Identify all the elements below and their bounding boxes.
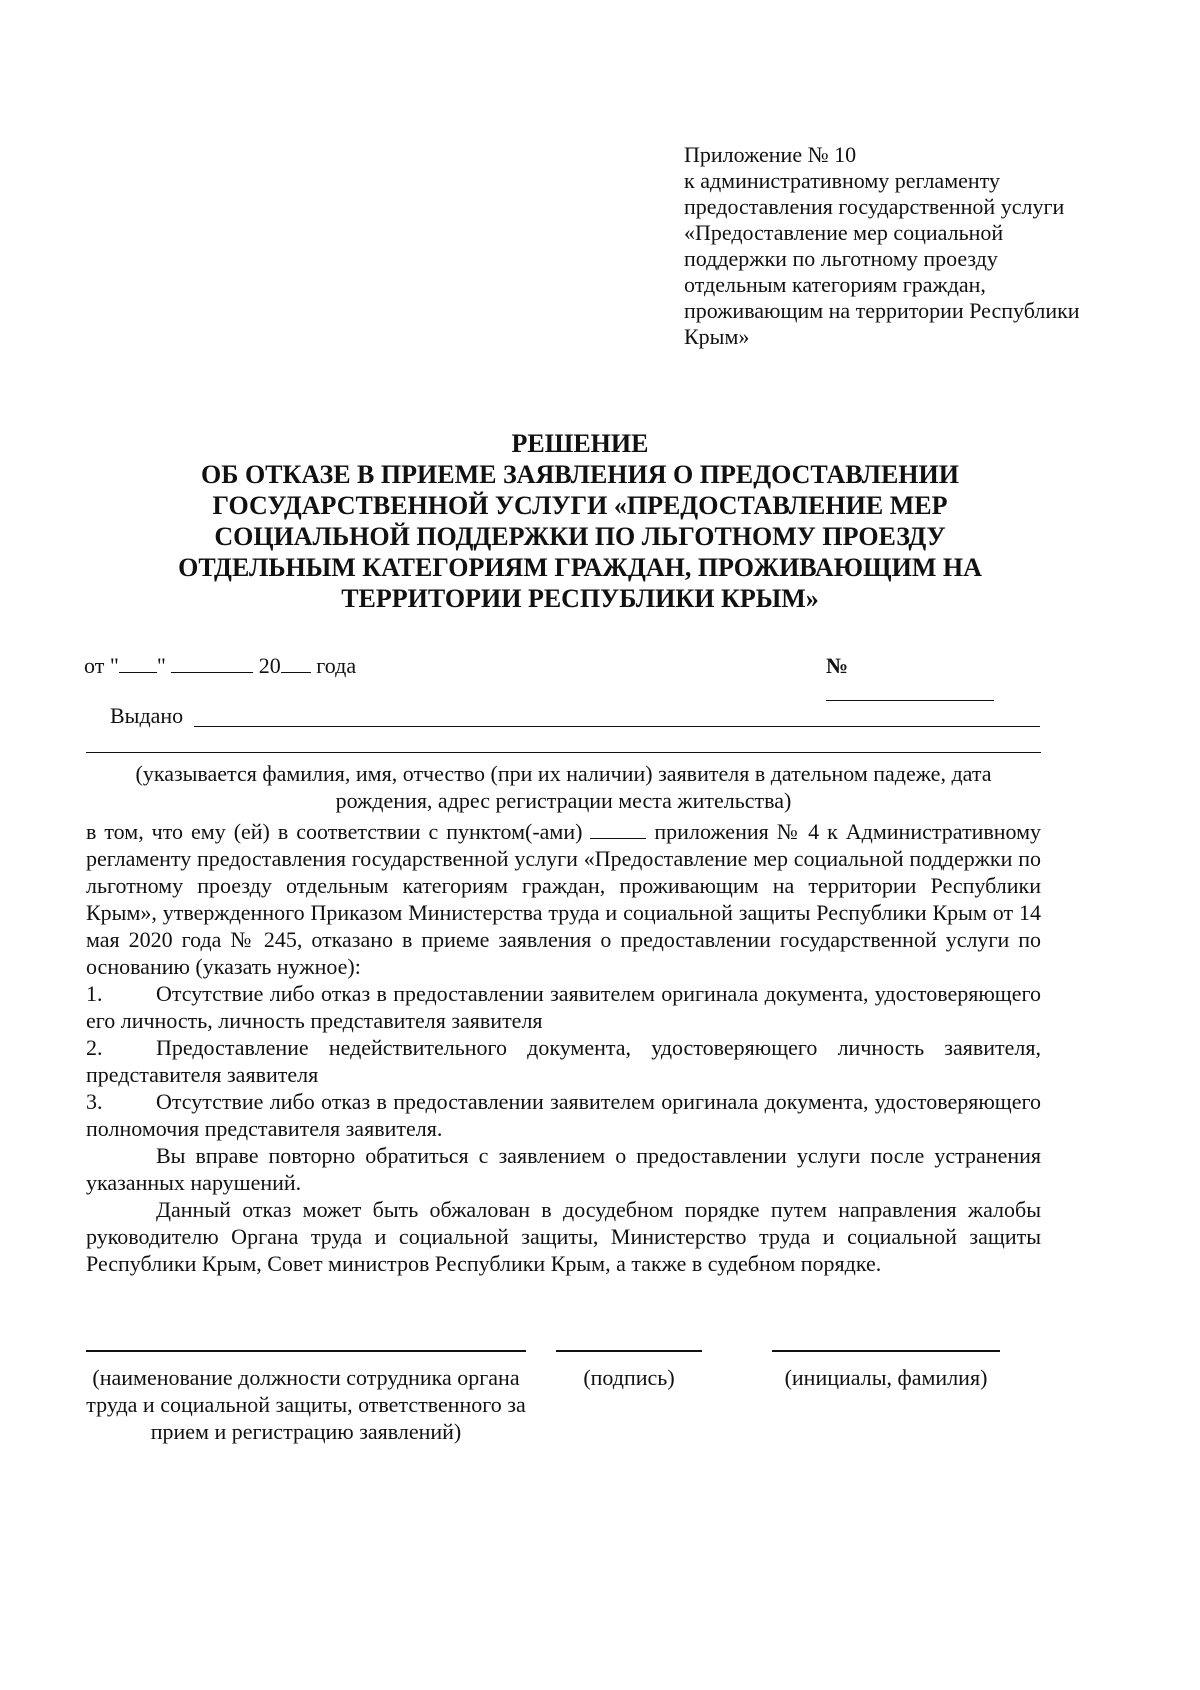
document-title <box>80 428 1080 614</box>
day-blank[interactable] <box>119 652 157 673</box>
number-label: № <box>826 653 849 678</box>
reason-number: 3. <box>86 1089 103 1114</box>
signature-block: (подпись) <box>556 1350 702 1391</box>
number-blank[interactable] <box>826 680 994 701</box>
title-line: ОТДЕЛЬНЫМ КАТЕГОРИЯМ ГРАЖДАН, ПРОЖИВАЮЩИМ НА <box>178 553 982 582</box>
annex-line: Приложение № 10 <box>684 142 857 167</box>
annex-line: предоставления государственной услуги <box>684 194 1065 219</box>
number-field <box>826 652 1004 708</box>
date-from-label: от " <box>84 653 119 678</box>
month-blank[interactable] <box>171 652 253 673</box>
year-blank[interactable] <box>281 652 311 673</box>
date-quote: " <box>156 653 166 678</box>
reapply-paragraph: Вы вправе повторно обратиться с заявлением о предоставлении услуги после устранения указанных нарушений. <box>86 1143 1041 1195</box>
paragraph-number-blank[interactable] <box>590 820 646 839</box>
title-line: ОБ ОТКАЗЕ В ПРИЕМЕ ЗАЯВЛЕНИЯ О ПРЕДОСТАВЛЕНИИ <box>201 460 959 489</box>
year-suffix: года <box>316 653 357 678</box>
reason-item <box>86 980 1041 1034</box>
annex-line: Крым» <box>684 324 750 349</box>
reason-text: Предоставление недействительного документа, удостоверяющего личность заявителя, представителя заявителя <box>86 1035 1041 1087</box>
reason-text: Отсутствие либо отказ в предоставлении заявителем оригинала документа, удостоверяющего его личность, личность представителя заявителя <box>86 981 1041 1033</box>
annex-line: отдельным категориям граждан, <box>684 272 986 297</box>
decision-body <box>86 818 1041 1277</box>
reason-item <box>86 1034 1041 1088</box>
title-line: РЕШЕНИЕ <box>511 429 649 458</box>
name-signature-block: (инициалы, фамилия) <box>772 1350 1000 1391</box>
title-line: ГОСУДАРСТВЕННОЙ УСЛУГИ «ПРЕДОСТАВЛЕНИЕ МЕР <box>212 491 948 520</box>
annex-line: поддержки по льготному проезду <box>684 246 998 271</box>
position-signature-block: (наименование должности сотрудника органа труда и социальной защиты, ответственного за прием и регистрацию заявлений) <box>86 1350 526 1445</box>
intro-paragraph <box>86 818 1041 980</box>
annex-header <box>684 142 1154 350</box>
date-number-line <box>84 652 1004 682</box>
annex-line: проживающим на территории Республики <box>684 298 1080 323</box>
appeal-paragraph: Данный отказ может быть обжалован в досудебном порядке путем направления жалобы руководителю Органа труда и социальной защиты, Министерство труда и социальной защиты Республики Крым, Совет министров Республики Крым, а также в судебном порядке. <box>86 1197 1041 1276</box>
issued-blank[interactable] <box>194 726 1040 727</box>
title-line: СОЦИАЛЬНОЙ ПОДДЕРЖКИ ПО ЛЬГОТНОМУ ПРОЕЗДУ <box>214 522 946 551</box>
reason-item <box>86 1088 1041 1142</box>
intro-text-b: приложения № 4 к Административному регламенту предоставления государственной услуги «Предоставление мер социальной поддержки по льготному проезду отдельным категориям граждан, проживающим на территории Республики Крым», утвержденного Приказом Министерства труда и социальной защиты Республики Крым от 14 мая 2020 года № 245, отказано в приеме заявления о предоставлении государственной услуги по основанию (указать нужное): <box>86 819 1042 979</box>
issued-caption: (указывается фамилия, имя, отчество (при их наличии) заявителя в дательном падеже, дата рождения, адрес регистрации места жительства) <box>135 761 992 813</box>
reason-number: 1. <box>86 981 103 1006</box>
annex-line: к административному регламенту <box>684 168 1000 193</box>
issued-label: Выдано <box>110 703 184 728</box>
annex-line: «Предоставление мер социальной <box>684 220 1004 245</box>
year-prefix: 20 <box>258 653 281 678</box>
reason-text: Отсутствие либо отказ в предоставлении заявителем оригинала документа, удостоверяющего полномочия представителя заявителя. <box>86 1089 1041 1141</box>
reason-number: 2. <box>86 1035 103 1060</box>
title-line: ТЕРРИТОРИИ РЕСПУБЛИКИ КРЫМ» <box>341 584 819 613</box>
issued-line <box>110 702 1040 732</box>
intro-text-a: в том, что ему (ей) в соответствии с пунктом(-ами) <box>86 819 591 844</box>
issued-blank-second[interactable] <box>86 752 1041 753</box>
